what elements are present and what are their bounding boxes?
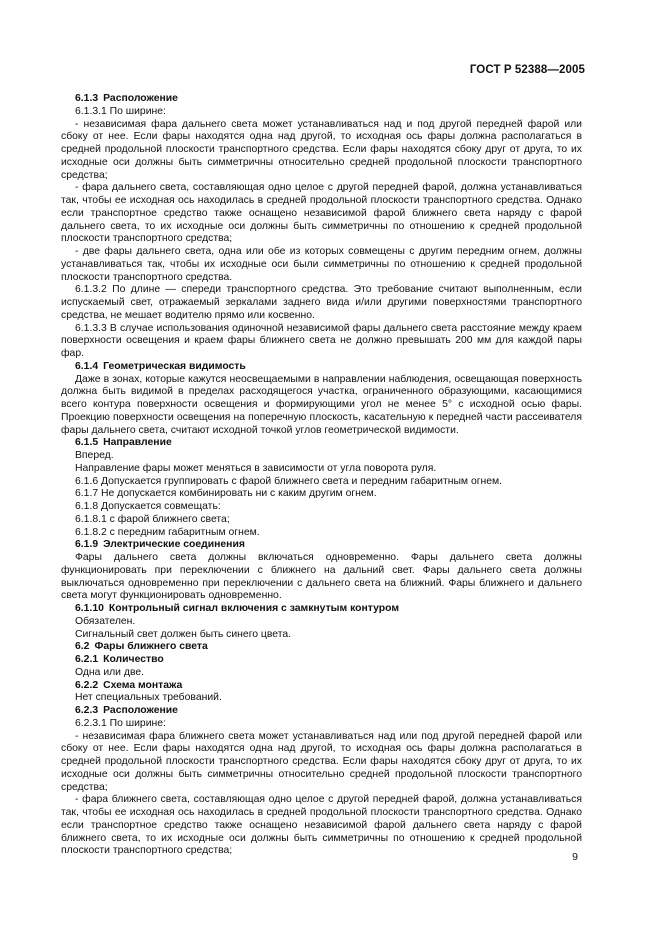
section-number: 6.1.4 [75, 360, 99, 372]
text-line: 6.1.3.1 По ширине: [75, 105, 166, 117]
section-title: Количество [103, 654, 164, 665]
section-heading [61, 654, 582, 667]
text-line: Вперед. [75, 450, 114, 461]
page-number: 9 [572, 851, 578, 863]
section-number: 6.1.10 [75, 603, 104, 614]
text-line: 6.2.3.1 По ширине: [75, 717, 166, 729]
section-number: 6.1.5 [75, 437, 99, 449]
paragraph: - независимая фара ближнего света может устанавливаться над или под другой передней фарой или сбоку от нее. Если фары находятся одна над другой, то исходная ось фары должна располагаться в средней продольной плоскости транспортного средства. Если фары находятся сбоку друг от друга, то их исходные оси должны быть симметричны относительно средней продольной плоскости транспортного средства; [61, 730, 582, 793]
section-heading [61, 437, 582, 450]
text-line: 6.1.8 Допускается совмещать: [75, 501, 221, 512]
section-number: 6.2.2 [75, 679, 99, 691]
section-heading [61, 680, 582, 693]
paragraph: - независимая фара дальнего света может устанавливаться над и под другой передней фарой или сбоку от нее. Если фары находятся одна над другой, то исходная ось фары должна располагаться в средней продольной плоскости транспортного средства. Если фары находятся сбоку друг от друга, то их исходные оси должны быть симметричны относительно средней продольной плоскости транспортного средства; [61, 118, 582, 181]
section-title: Контрольный сигнал включения с замкнутым контуром [108, 603, 400, 614]
section-heading [61, 539, 582, 552]
text-line: 6.1.6 Допускается группировать с фарой ближнего света и передним габаритным огнем. [75, 475, 503, 487]
section-number: 6.2.3 [75, 705, 99, 716]
paragraph: - фара дальнего света, составляющая одно целое с другой передней фарой, должна устанавливаться так, чтобы ее исходная ось находилась в средней продольной плоскости транспортного средства. Однако если транспортное средство также оснащено независимой фарой ближнего света наряду с фарой дальнего света, то их исходные оси должны быть симметричны по отношению к средней продольной плоскости транспортного средства; [61, 182, 582, 245]
document-header: ГОСТ Р 52388—2005 [469, 64, 585, 76]
section-heading [61, 93, 582, 106]
text-line: Сигнальный свет должен быть синего цвета. [75, 628, 292, 640]
text-line: 6.1.8.1 с фарой ближнего света; [75, 513, 230, 525]
section-heading [61, 361, 582, 374]
paragraph: 6.1.3.3 В случае использования одиночной независимой фары дальнего света расстояние между краем поверхности освещения и краем фары ближнего света не должно превышать 200 мм для каждой пары фар. [61, 322, 582, 359]
paragraph: Фары дальнего света должны включаться одновременно. Фары дальнего света должны функционировать при переключении с ближнего на дальний свет. Фары дальнего света должны выключаться одновременно при переключении с дальнего света на ближний. Фары ближнего и дальнего света могут функционировать одновременно. [61, 552, 582, 602]
section-number: 6.1.3 [75, 93, 99, 104]
paragraph: Даже в зонах, которые кажутся неосвещаемыми в направлении наблюдения, освещающая поверхность должна быть видимой в пределах расходящегося участка, ограниченного образующими, касающимися всего контура поверхности освещения и формирующими угол не менее 5° с исходной осью фары. Проекцию поверхности освещения на поперечную плоскость, касательную к передней части рассеивателя фары дальнего света, считают исходной точкой углов геометрической видимости. [61, 373, 582, 436]
text-line: 6.1.8.2 с передним габаритным огнем. [75, 526, 260, 538]
section-number: 6.1.9 [75, 539, 99, 551]
section-title: Фары ближнего света [94, 641, 208, 653]
section-heading [61, 641, 582, 654]
paragraph: - фара ближнего света, составляющая одно целое с другой передней фарой, должна устанавливаться так, чтобы ее исходная ось находилась в средней продольной плоскости транспортного средства. Однако если транспортное средство также оснащено независимой фарой дальнего света наряду с фарой ближнего света, то их исходные оси должны быть симметричны по отношению к средней продольной плоскости транспортного средства; [61, 794, 582, 857]
section-title: Направление [103, 437, 172, 449]
section-number: 6.2 [75, 641, 90, 653]
section-title: Расположение [103, 705, 178, 716]
section-title: Электрические соединения [103, 539, 245, 551]
section-heading [61, 603, 582, 616]
text-line: 6.1.7 Не допускается комбинировать ни с каким другим огнем. [75, 488, 377, 500]
section-title: Расположение [103, 93, 178, 104]
section-title: Геометрическая видимость [103, 360, 246, 372]
paragraph: 6.1.3.2 По длине — спереди транспортного средства. Это требование считают выполненным, если испускаемый свет, отражаемый зеркалами заднего вида и/или другими поверхностями транспортного средства, не мешает водителю прямо или косвенно. [61, 284, 582, 321]
paragraph: - две фары дальнего света, одна или обе из которых совмещены с другим передним огнем, должны устанавливаться так, чтобы их исходные оси были симметричны по отношению к средней продольной плоскости транспортного средства. [61, 246, 582, 283]
section-heading [61, 705, 582, 718]
text-line: Обязателен. [75, 615, 136, 627]
section-number: 6.2.1 [75, 654, 99, 665]
text-line: Направление фары может меняться в зависимости от угла поворота руля. [75, 462, 437, 474]
document-body [61, 93, 582, 858]
text-line: Одна или две. [75, 666, 145, 678]
section-title: Схема монтажа [103, 679, 183, 691]
text-line: Нет специальных требований. [75, 692, 222, 704]
